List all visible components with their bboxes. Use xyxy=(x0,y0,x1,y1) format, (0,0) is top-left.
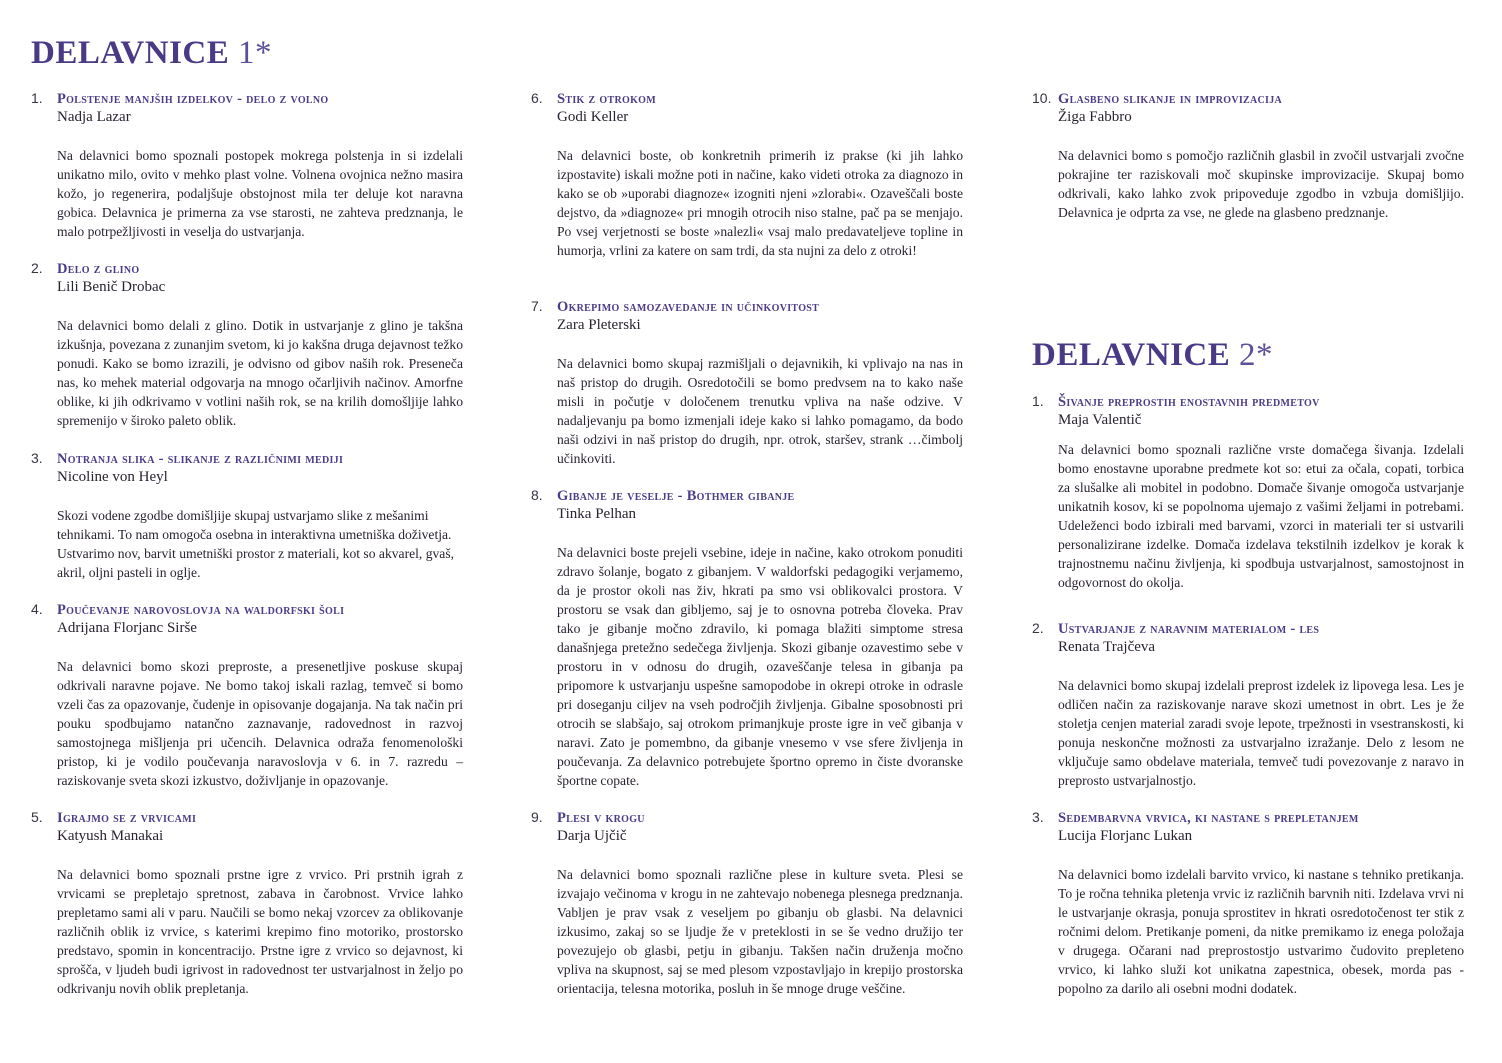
item-title: Šivanje preprostih enostavnih predmetov xyxy=(1058,394,1320,410)
item-description: Na delavnici boste prejeli vsebine, ideje in načine, kako otrokom ponuditi zdravo šolanje, bogato z gibanjem. V waldorfski pedagogiki verjamemo, da je prostor okoli nas živ, hkrati pa smo vsi oblikovalci prostora. V prostoru se vsak dan gibljemo, saj je to osnovna potreba človeka. Prav tako je gibanje močno zdravilo, ki pomaga blažiti simptome stresa današnjega pretežno sedečega življenja. Skozi gibanje ozavestimo sebe v prostoru in v odnosu do drugih, ozaveščanje telesa in gibanja pa pripomore k ustvarjanju uspešne samopodobe in okrepi otroke in odrasle pri doseganju ciljev na vseh področjih življenja. Gibalne sposobnosti pri otrocih se slabšajo, saj otrokom primanjkuje proste igre in več gibanja v naravi. Zato je pomembno, da gibanje vnesemo v vse sfere življenja in poučevanja. Za delavnico potrebujete športno opremo in čiste dvoranske športne copate. xyxy=(557,545,963,788)
workshop-item xyxy=(1032,393,1464,592)
item-title: Glasbeno slikanje in improvizacija xyxy=(1058,91,1283,107)
item-author: Lucija Florjanc Lukan xyxy=(1058,828,1193,844)
item-description: Na delavnici bomo s pomočjo različnih glasbil in zvočil ustvarjali zvočne pokrajine ter raziskovali moč skupinske improvizacije. Skupaj bomo odkrivali, kako lahko zvok pripoveduje zgodbo in vzbuja domišljijo. Delavnica je odprta za vse, ne glede na glasbeno predznanje. xyxy=(1058,148,1464,220)
item-author: Zara Pleterski xyxy=(557,317,641,333)
item-description: Na delavnici bomo spoznali različne plese in kulture sveta. Plesi se izvajajo večinoma v krogu in ne zahtevajo nobenega plesnega predznanja. Vabljen je prav vsak z veseljem po gibanju ob glasbi. Na delavnici izkusimo, zakaj so se ljudje že v preteklosti in se še vedno družijo ter povezujejo ob glasbi, petju in gibanju. Takšen način druženja močno vpliva na skupnost, saj se med plesom vzpostavljajo in krepijo prostorska orientacija, telesna motorika, posluh in še mnoge druge veščine. xyxy=(557,867,963,996)
item-author: Maja Valentič xyxy=(1058,412,1142,428)
item-title: Stik z otrokom xyxy=(557,91,656,107)
item-description: Skozi vodene zgodbe domišljije skupaj ustvarjamo slike z mešanimi tehnikami. To nam omogoča osebna in interaktivna umetniška doživetja. Ustvarimo nov, barvit umetniški prostor z materiali, kot so akvarel, gvaš, akril, oljni pasteli in oglje. xyxy=(57,508,455,580)
workshop-item xyxy=(531,487,963,790)
item-number: 5. xyxy=(31,809,43,825)
item-author: Žiga Fabbro xyxy=(1058,109,1132,125)
item-number: 6. xyxy=(531,90,543,106)
item-description: Na delavnici bomo spoznali postopek mokrega polstenja in si izdelali unikatno milo, ovito v mehko plast volne. Volnena ovojnica nežno masira kožo, jo regenerira, podaljšuje obstojnost mila ter deluje kot naravna gobica. Delavnica je primerna za vse starosti, ne zahteva predznanja, le malo potrpežljivosti in veselja do ustvarjanja. xyxy=(57,148,463,239)
item-title: Ustvarjanje z naravnim materialom - les xyxy=(1058,621,1320,637)
workshop-item xyxy=(531,90,963,260)
item-number: 2. xyxy=(1032,620,1044,636)
workshop-item xyxy=(531,809,963,998)
workshop-item xyxy=(31,450,463,582)
section-2-title xyxy=(1032,339,1273,372)
workshop-item xyxy=(531,298,963,468)
item-description: Na delavnici bomo skupaj razmišljali o dejavnikih, ki vplivajo na nas in naš pristop do drugih. Osredotočili se bomo predvsem na to kako naše misli in počutje v določenem trenutku vpliva na naše odzive. V nadaljevanju pa bomo izmenjali ideje kako si lahko pomagamo, da bodo naši odzivi in naš pristop do drugih, npr. otrok, staršev, strank …čimbolj učinkoviti. xyxy=(557,356,963,466)
item-title: Okrepimo samozavedanje in učinkovitost xyxy=(557,299,820,315)
section-1-title xyxy=(31,37,272,70)
item-title: Sedembarvna vrvica, ki nastane s prepletanjem xyxy=(1058,810,1359,826)
item-number: 9. xyxy=(531,809,543,825)
item-description: Na delavnici bomo spoznali različne vrste domačega šivanja. Izdelali bomo enostavne uporabne predmete kot so: etui za očala, copati, torbica za slušalke ali mobitel in podobno. Domače šivanje omogoča ustvarjanje unikatnih kosov, ki se popolnoma ujemajo z vašimi željami in potrebami. Udeleženci bodo izbirali med barvami, vzorci in materiali ter si ustvarili personalizirane izdelke. Domača izdelava tekstilnih izdelkov je korak k trajnostnemu načinu življenja, ki spodbuja ustvarjalnost, samostojnost in odgovornost do okolja. xyxy=(1058,442,1464,590)
item-author: Renata Trajčeva xyxy=(1058,639,1156,655)
item-author: Tinka Pelhan xyxy=(557,506,637,522)
section-2-title-text: DELAVNICE xyxy=(1032,337,1231,373)
item-author: Nicoline von Heyl xyxy=(57,469,168,485)
item-number: 7. xyxy=(531,298,543,314)
item-author: Nadja Lazar xyxy=(57,109,131,125)
item-title: Notranja slika - slikanje z različnimi mediji xyxy=(57,451,344,467)
item-title: Igrajmo se z vrvicami xyxy=(57,810,197,826)
workshop-item xyxy=(31,809,463,998)
section-2-title-number: 2* xyxy=(1239,337,1274,373)
section-1-title-text: DELAVNICE xyxy=(31,35,230,71)
item-number: 1. xyxy=(31,90,43,106)
item-author: Godi Keller xyxy=(557,109,629,125)
item-description: Na delavnici bomo skozi preproste, a presenetljive poskuse skupaj odkrivali naravne pojave. Ne bomo takoj iskali razlag, temveč si bomo vzeli čas za opazovanje, čudenje in opisovanje dogajanja. Na tak način pri pouku spodbujamo natančno zaznavanje, radovednost in razvoj samostojnega mišljenja pri učencih. Delavnica odraža fenomenološki pristop, ki je vodilo poučevanja naravoslovja v 6. in 7. razredu – raziskovanje sveta skozi izkustvo, doživljanje in opazovanje. xyxy=(57,659,463,788)
item-number: 10. xyxy=(1032,90,1052,106)
workshop-item xyxy=(1032,90,1464,222)
item-description: Na delavnici bomo izdelali barvito vrvico, ki nastane s tehniko pretikanja. To je ročna tehnika pletenja vrvic iz različnih barvnih niti. Izdelava vrvi ni le ustvarjanje okrasja, ponuja sprostitev in hkrati osredotočenost ter stik z ročnimi delom. Pretikanje pomeni, da nitke premikamo iz enega položaja v drugega. Očarani nad preprostostjo ustvarimo čudovito prepleteno vrvico, ki lahko služi kot unikatna zapestnica, obesek, morda pas - popolno za darilo ali osebni modni dodatek. xyxy=(1058,867,1464,996)
item-number: 2. xyxy=(31,260,43,276)
item-title: Plesi v krogu xyxy=(557,810,645,826)
workshop-item xyxy=(31,90,463,241)
workshop-item xyxy=(31,601,463,790)
item-author: Lili Benič Drobac xyxy=(57,279,166,295)
item-title: Delo z glino xyxy=(57,261,140,277)
item-number: 3. xyxy=(31,450,43,466)
item-number: 3. xyxy=(1032,809,1044,825)
item-description: Na delavnici boste, ob konkretnih primerih iz prakse (ki jih lahko izpostavite) iskali možne poti in načine, kako videti otroka za diagnozo in kako se ob »uporabi diagnoze« izogniti njeni »zlorabi«. Ozaveščali boste dejstvo, da »diagnoze« pri mnogih otrocih niso stalne, pač pa se menjajo. Po vsej verjetnosti se boste »nalezli« vsaj malo predavateljeve topline in humorja, vrlini za katere on sam trdi, da sta nujni za delo z otroki! xyxy=(557,148,963,258)
item-description: Na delavnici bomo skupaj izdelali preprost izdelek iz lipovega lesa. Les je odličen način za raziskovanje narave skozi umetnost in obrt. Les je že stoletja cenjen material zaradi svoje lepote, trpežnosti in vsestranskosti, ki ponuja neskončne možnosti za ustvarjalno izražanje. Delo z lesom ne vključuje samo obdelave materiala, temveč tudi povezovanje z naravo in preprosto ustvarjalnostjo. xyxy=(1058,678,1464,788)
item-number: 1. xyxy=(1032,393,1044,409)
item-number: 4. xyxy=(31,601,43,617)
section-1-title-number: 1* xyxy=(238,35,273,71)
item-author: Adrijana Florjanc Sirše xyxy=(57,620,197,636)
item-title: Poučevanje narovoslovja na waldorfski šoli xyxy=(57,602,345,618)
workshop-item xyxy=(31,260,463,430)
workshop-item xyxy=(1032,809,1464,998)
item-author: Katyush Manakai xyxy=(57,828,164,844)
item-description: Na delavnici bomo delali z glino. Dotik in ustvarjanje z glino je takšna izkušnja, povezana z zunanjim svetom, ki jo kakšna druga dejavnost težko ponudi. Kako se bomo izrazili, je odvisno od gibov naših rok. Preseneča nas, ko mehek material odgovarja na mnogo očarljivih načinov. Amorfne oblike, ki jih odkrivamo v votlini naših rok, se na krilih domošljije lahko spremenijo v široko paleto oblik. xyxy=(57,318,463,428)
item-title: Polstenje manjših izdelkov - delo z volno xyxy=(57,91,329,107)
item-number: 8. xyxy=(531,487,543,503)
item-description: Na delavnici bomo spoznali prstne igre z vrvico. Pri prstnih igrah z vrvicami se prepletajo spretnost, zabava in čarobnost. Vrvice lahko prepletamo sami ali v paru. Naučili se bomo nekaj vzorcev za oblikovanje različnih oblik iz vrvice, s katerimi krepimo fino motoriko, prostorsko predstavo, spomin in koncentracijo. Prstne igre z vrvico so dejavnost, ki sprošča, v ljudeh budi igrivost in radovednost ter ustvarjalnost in željo po odkrivanju novih oblik prepletanja. xyxy=(57,867,463,996)
item-title: Gibanje je veselje - Bothmer gibanje xyxy=(557,488,795,504)
item-author: Darja Ujčič xyxy=(557,828,627,844)
workshop-item xyxy=(1032,620,1464,790)
